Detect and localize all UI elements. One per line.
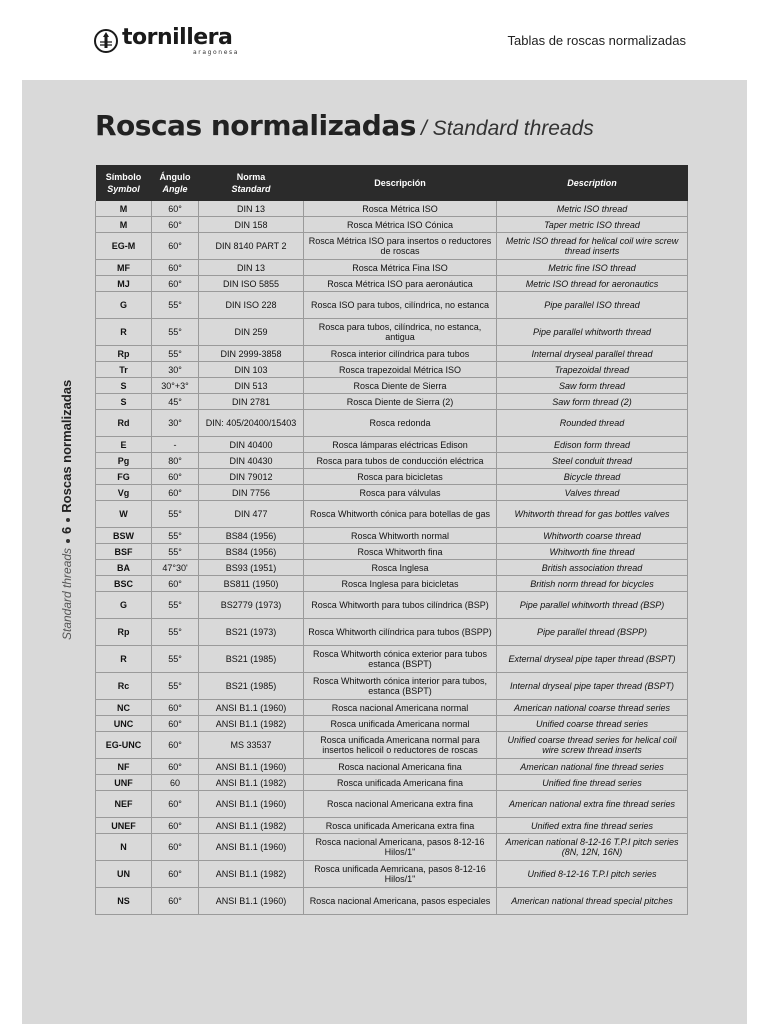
cell-descripcion: Rosca Whitworth cónica para botellas de gas: [304, 501, 497, 528]
cell-descripcion: Rosca Métrica ISO para aeronáutica: [304, 276, 497, 292]
cell-angle: 60°: [152, 276, 199, 292]
cell-standard: ANSI B1.1 (1982): [199, 861, 304, 888]
cell-angle: -: [152, 437, 199, 453]
cell-angle: 60°: [152, 576, 199, 592]
cell-angle: 60°: [152, 818, 199, 834]
cell-description: American national fine thread series: [497, 759, 688, 775]
cell-description: Valves thread: [497, 485, 688, 501]
cell-description: Whitworth thread for gas bottles valves: [497, 501, 688, 528]
brand-subtitle: aragonesa: [193, 49, 239, 56]
cell-description: Pipe parallel whitworth thread: [497, 319, 688, 346]
table-row: [96, 276, 688, 292]
cell-descripcion: Rosca redonda: [304, 410, 497, 437]
cell-symbol: MJ: [96, 276, 152, 292]
table-row: [96, 646, 688, 673]
cell-angle: 60°: [152, 716, 199, 732]
cell-description: British association thread: [497, 560, 688, 576]
cell-standard: DIN: 405/20400/15403: [199, 410, 304, 437]
cell-angle: 80°: [152, 453, 199, 469]
cell-standard: BS811 (1950): [199, 576, 304, 592]
cell-standard: ANSI B1.1 (1960): [199, 700, 304, 716]
cell-angle: 55°: [152, 346, 199, 362]
cell-symbol: UN: [96, 861, 152, 888]
cell-symbol: E: [96, 437, 152, 453]
cell-symbol: S: [96, 378, 152, 394]
cell-standard: BS21 (1985): [199, 646, 304, 673]
cell-symbol: NEF: [96, 791, 152, 818]
cell-description: Whitworth fine thread: [497, 544, 688, 560]
cell-angle: 47°30': [152, 560, 199, 576]
cell-symbol: Pg: [96, 453, 152, 469]
cell-standard: BS84 (1956): [199, 544, 304, 560]
page-number: 6: [59, 526, 74, 534]
table-body: [96, 201, 688, 915]
cell-symbol: R: [96, 646, 152, 673]
cell-descripcion: Rosca Inglesa para bicicletas: [304, 576, 497, 592]
cell-descripcion: Rosca lámparas eléctricas Edison: [304, 437, 497, 453]
cell-symbol: BA: [96, 560, 152, 576]
cell-symbol: Rp: [96, 619, 152, 646]
cell-description: Pipe parallel ISO thread: [497, 292, 688, 319]
cell-angle: 60°: [152, 485, 199, 501]
cell-descripcion: Rosca ISO para tubos, cilíndrica, no estanca: [304, 292, 497, 319]
cell-descripcion: Rosca nacional Americana extra fina: [304, 791, 497, 818]
cell-angle: 60°: [152, 217, 199, 233]
table-row: [96, 716, 688, 732]
table-row: [96, 818, 688, 834]
cell-description: Metric ISO thread for aeronautics: [497, 276, 688, 292]
table-row: [96, 560, 688, 576]
cell-description: American national coarse thread series: [497, 700, 688, 716]
cell-descripcion: Rosca para bicicletas: [304, 469, 497, 485]
cell-angle: 55°: [152, 646, 199, 673]
cell-standard: DIN ISO 5855: [199, 276, 304, 292]
table-row: [96, 544, 688, 560]
cell-description: Whitworth coarse thread: [497, 528, 688, 544]
table-row: [96, 346, 688, 362]
col-standard: Norma Standard: [199, 165, 304, 201]
bolt-logo-icon: [93, 28, 119, 54]
cell-descripcion: Rosca Whitworth cilíndrica para tubos (BSPP): [304, 619, 497, 646]
table-row: [96, 834, 688, 861]
cell-angle: 55°: [152, 544, 199, 560]
cell-standard: DIN 40430: [199, 453, 304, 469]
cell-description: Internal dryseal pipe taper thread (BSPT): [497, 673, 688, 700]
table-row: [96, 775, 688, 791]
table-row: [96, 732, 688, 759]
col-description: Description: [497, 165, 688, 201]
cell-descripcion: Rosca para válvulas: [304, 485, 497, 501]
cell-descripcion: Rosca unificada Americana normal: [304, 716, 497, 732]
header-title: Tablas de roscas normalizadas: [507, 33, 686, 48]
page-title: [95, 109, 594, 142]
cell-angle: 55°: [152, 673, 199, 700]
cell-symbol: Vg: [96, 485, 152, 501]
cell-standard: MS 33537: [199, 732, 304, 759]
cell-standard: BS2779 (1973): [199, 592, 304, 619]
cell-standard: DIN 7756: [199, 485, 304, 501]
cell-symbol: W: [96, 501, 152, 528]
table-row: [96, 453, 688, 469]
cell-description: British norm thread for bicycles: [497, 576, 688, 592]
table-row: [96, 394, 688, 410]
cell-angle: 30°+3°: [152, 378, 199, 394]
cell-symbol: BSW: [96, 528, 152, 544]
cell-descripcion: Rosca trapezoidal Métrica ISO: [304, 362, 497, 378]
cell-standard: DIN 40400: [199, 437, 304, 453]
cell-description: American national extra fine thread series: [497, 791, 688, 818]
table-row: [96, 362, 688, 378]
page-header: [0, 0, 768, 80]
table-row: [96, 528, 688, 544]
table-row: [96, 759, 688, 775]
page-title-sub: / Standard threads: [421, 117, 594, 140]
cell-angle: 60°: [152, 888, 199, 915]
cell-description: Internal dryseal parallel thread: [497, 346, 688, 362]
cell-symbol: BSC: [96, 576, 152, 592]
table-row: [96, 861, 688, 888]
cell-standard: DIN 8140 PART 2: [199, 233, 304, 260]
cell-symbol: FG: [96, 469, 152, 485]
cell-descripcion: Rosca Whitworth cónica interior para tubos, estanca (BSPT): [304, 673, 497, 700]
cell-descripcion: Rosca Diente de Sierra (2): [304, 394, 497, 410]
cell-standard: BS21 (1985): [199, 673, 304, 700]
cell-symbol: Tr: [96, 362, 152, 378]
table-row: [96, 437, 688, 453]
cell-angle: 60°: [152, 469, 199, 485]
cell-description: Metric ISO thread: [497, 201, 688, 217]
cell-angle: 60°: [152, 791, 199, 818]
table-row: [96, 469, 688, 485]
cell-descripcion: Rosca nacional Americana fina: [304, 759, 497, 775]
cell-description: Unified extra fine thread series: [497, 818, 688, 834]
cell-description: Steel conduit thread: [497, 453, 688, 469]
cell-standard: DIN 2781: [199, 394, 304, 410]
cell-standard: ANSI B1.1 (1960): [199, 759, 304, 775]
cell-descripcion: Rosca para tubos de conducción eléctrica: [304, 453, 497, 469]
table-row: [96, 217, 688, 233]
table-row: [96, 791, 688, 818]
cell-descripcion: Rosca Whitworth cónica exterior para tubos estanca (BSPT): [304, 646, 497, 673]
cell-standard: DIN 259: [199, 319, 304, 346]
table-row: [96, 410, 688, 437]
cell-standard: ANSI B1.1 (1960): [199, 834, 304, 861]
bullet-icon: [66, 518, 70, 522]
cell-descripcion: Rosca Métrica ISO para insertos o reductores de roscas: [304, 233, 497, 260]
cell-symbol: S: [96, 394, 152, 410]
cell-symbol: Rp: [96, 346, 152, 362]
table-row: [96, 292, 688, 319]
cell-descripcion: Rosca nacional Americana, pasos especiales: [304, 888, 497, 915]
table-row: [96, 260, 688, 276]
cell-symbol: Rc: [96, 673, 152, 700]
table-row: [96, 485, 688, 501]
cell-symbol: EG-UNC: [96, 732, 152, 759]
table-row: [96, 619, 688, 646]
cell-angle: 55°: [152, 592, 199, 619]
cell-standard: BS93 (1951): [199, 560, 304, 576]
cell-symbol: MF: [96, 260, 152, 276]
cell-symbol: M: [96, 201, 152, 217]
cell-angle: 55°: [152, 501, 199, 528]
cell-description: Unified coarse thread series for helical coil wire screw thread inserts: [497, 732, 688, 759]
cell-angle: 60°: [152, 233, 199, 260]
brand-logo: [93, 25, 239, 61]
cell-standard: ANSI B1.1 (1960): [199, 791, 304, 818]
cell-description: Metric fine ISO thread: [497, 260, 688, 276]
cell-angle: 60°: [152, 732, 199, 759]
cell-symbol: NC: [96, 700, 152, 716]
cell-description: Unified coarse thread series: [497, 716, 688, 732]
cell-descripcion: Rosca para tubos, cilíndrica, no estanca, antigua: [304, 319, 497, 346]
table-row: [96, 378, 688, 394]
cell-symbol: G: [96, 292, 152, 319]
cell-symbol: UNC: [96, 716, 152, 732]
cell-standard: BS84 (1956): [199, 528, 304, 544]
cell-symbol: Rd: [96, 410, 152, 437]
cell-description: Bicycle thread: [497, 469, 688, 485]
cell-descripcion: Rosca Diente de Sierra: [304, 378, 497, 394]
cell-descripcion: Rosca unificada Aemricana, pasos 8-12-16 Hilos/1": [304, 861, 497, 888]
threads-table: [95, 165, 688, 915]
cell-descripcion: Rosca Whitworth para tubos cilíndrica (BSP): [304, 592, 497, 619]
cell-angle: 55°: [152, 292, 199, 319]
table-row: [96, 576, 688, 592]
cell-description: Pipe parallel thread (BSPP): [497, 619, 688, 646]
cell-symbol: UNEF: [96, 818, 152, 834]
cell-description: American national 8-12-16 T.P.I pitch series (8N, 12N, 16N): [497, 834, 688, 861]
cell-angle: 60°: [152, 759, 199, 775]
table-row: [96, 201, 688, 217]
cell-standard: DIN 13: [199, 201, 304, 217]
table-row: [96, 233, 688, 260]
cell-description: Edison form thread: [497, 437, 688, 453]
cell-description: External dryseal pipe taper thread (BSPT): [497, 646, 688, 673]
cell-description: Taper metric ISO thread: [497, 217, 688, 233]
table-row: [96, 673, 688, 700]
cell-descripcion: Rosca Inglesa: [304, 560, 497, 576]
side-label-es: Roscas normalizadas: [59, 379, 74, 513]
cell-descripcion: Rosca Whitworth fina: [304, 544, 497, 560]
cell-angle: 60: [152, 775, 199, 791]
cell-standard: DIN ISO 228: [199, 292, 304, 319]
cell-standard: ANSI B1.1 (1982): [199, 716, 304, 732]
cell-standard: ANSI B1.1 (1982): [199, 818, 304, 834]
cell-description: Rounded thread: [497, 410, 688, 437]
cell-standard: DIN 103: [199, 362, 304, 378]
table-row: [96, 319, 688, 346]
cell-descripcion: Rosca unificada Americana extra fina: [304, 818, 497, 834]
brand-name: tornillera: [122, 25, 233, 50]
table-row: [96, 501, 688, 528]
cell-descripcion: Rosca Métrica ISO Cónica: [304, 217, 497, 233]
cell-angle: 60°: [152, 834, 199, 861]
col-descripcion: Descripción: [304, 165, 497, 201]
cell-description: Saw form thread (2): [497, 394, 688, 410]
bullet-icon: [66, 539, 70, 543]
cell-standard: DIN 79012: [199, 469, 304, 485]
cell-symbol: R: [96, 319, 152, 346]
cell-angle: 60°: [152, 201, 199, 217]
cell-description: Unified 8-12-16 T.P.I pitch series: [497, 861, 688, 888]
cell-descripcion: Rosca unificada Americana normal para insertos helicoil o reductores de roscas: [304, 732, 497, 759]
cell-standard: ANSI B1.1 (1982): [199, 775, 304, 791]
cell-description: American national thread special pitches: [497, 888, 688, 915]
cell-descripcion: Rosca nacional Americana normal: [304, 700, 497, 716]
cell-description: Saw form thread: [497, 378, 688, 394]
col-symbol: Símbolo Symbol: [96, 165, 152, 201]
cell-symbol: UNF: [96, 775, 152, 791]
cell-descripcion: Rosca interior cilíndrica para tubos: [304, 346, 497, 362]
cell-standard: DIN 2999-3858: [199, 346, 304, 362]
cell-description: Trapezoidal thread: [497, 362, 688, 378]
cell-standard: DIN 477: [199, 501, 304, 528]
cell-symbol: EG-M: [96, 233, 152, 260]
cell-description: Unified fine thread series: [497, 775, 688, 791]
cell-standard: DIN 513: [199, 378, 304, 394]
side-label: [59, 380, 74, 640]
cell-angle: 55°: [152, 619, 199, 646]
cell-symbol: N: [96, 834, 152, 861]
cell-angle: 45°: [152, 394, 199, 410]
table-header-row: [96, 165, 688, 201]
cell-descripcion: Rosca Whitworth normal: [304, 528, 497, 544]
cell-angle: 60°: [152, 861, 199, 888]
page-title-main: Roscas normalizadas: [95, 109, 416, 142]
cell-angle: 60°: [152, 700, 199, 716]
cell-symbol: NF: [96, 759, 152, 775]
cell-angle: 30°: [152, 362, 199, 378]
side-label-en: Standard threads: [60, 547, 74, 640]
cell-symbol: NS: [96, 888, 152, 915]
table-row: [96, 592, 688, 619]
cell-symbol: G: [96, 592, 152, 619]
cell-description: Pipe parallel whitworth thread (BSP): [497, 592, 688, 619]
cell-descripcion: Rosca Métrica Fina ISO: [304, 260, 497, 276]
cell-descripcion: Rosca nacional Americana, pasos 8-12-16 Hilos/1": [304, 834, 497, 861]
cell-standard: ANSI B1.1 (1960): [199, 888, 304, 915]
cell-symbol: M: [96, 217, 152, 233]
cell-standard: BS21 (1973): [199, 619, 304, 646]
table-row: [96, 700, 688, 716]
cell-angle: 55°: [152, 528, 199, 544]
cell-descripcion: Rosca Métrica ISO: [304, 201, 497, 217]
cell-standard: DIN 158: [199, 217, 304, 233]
cell-description: Metric ISO thread for helical coil wire screw thread inserts: [497, 233, 688, 260]
cell-angle: 55°: [152, 319, 199, 346]
table-row: [96, 888, 688, 915]
cell-descripcion: Rosca unificada Americana fina: [304, 775, 497, 791]
cell-standard: DIN 13: [199, 260, 304, 276]
col-angle: Ángulo Angle: [152, 165, 199, 201]
cell-angle: 30°: [152, 410, 199, 437]
cell-symbol: BSF: [96, 544, 152, 560]
cell-angle: 60°: [152, 260, 199, 276]
